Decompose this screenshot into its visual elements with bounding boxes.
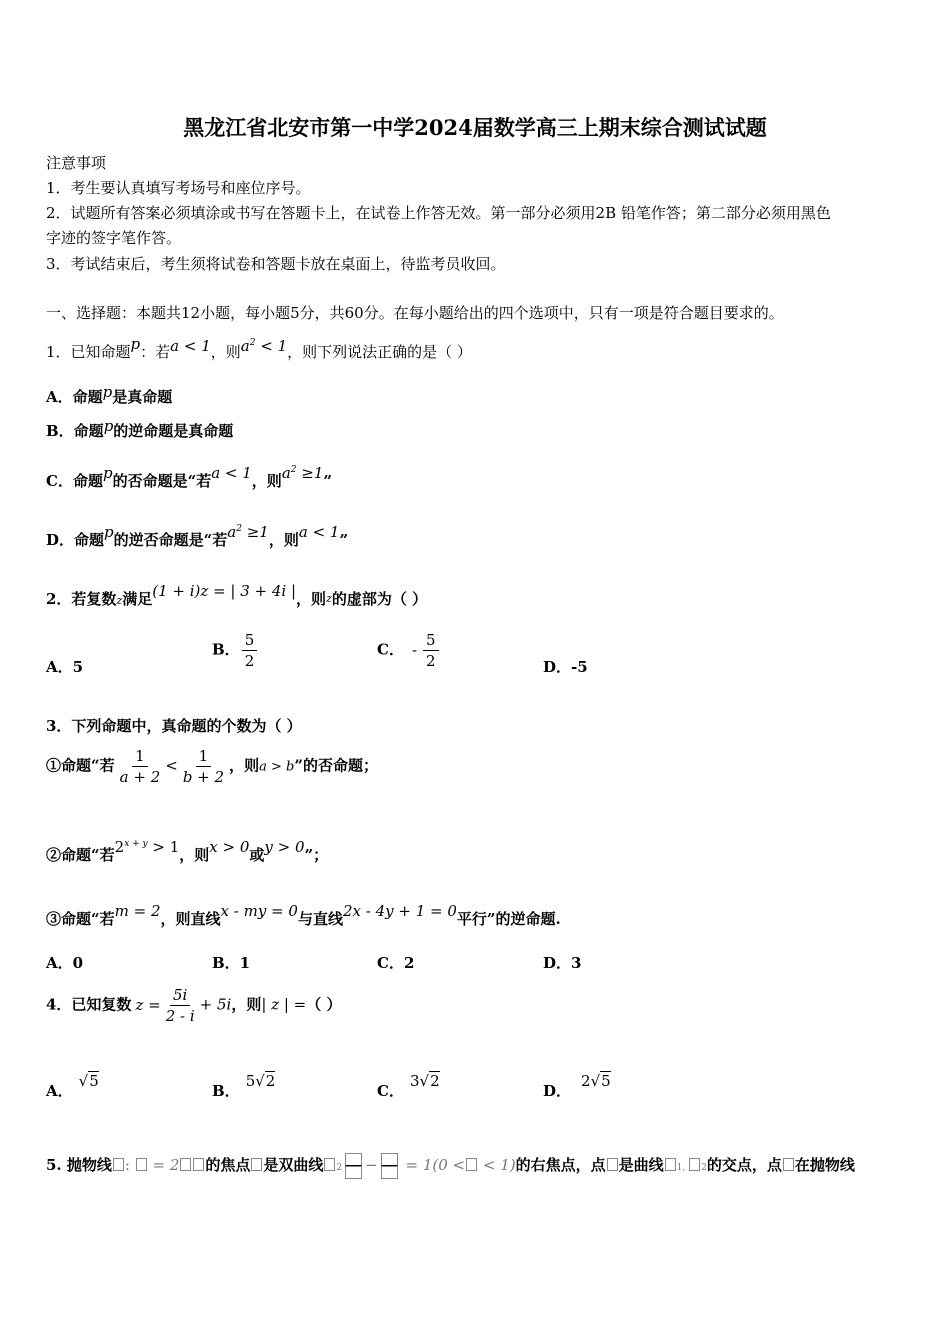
page-title: 黑龙江省北安市第一中学2024届数学高三上期末综合测试试题 (183, 115, 767, 140)
q3-s2-pre: ②命题“若 (46, 846, 115, 864)
sqrt-icon: √ (590, 1072, 601, 1090)
q1-option-a-label: A．命题 (46, 388, 103, 406)
missing-glyph-icon (113, 1158, 124, 1171)
sqrt-icon: √ (255, 1072, 265, 1090)
q2-mid: 满足 (122, 590, 153, 608)
q5-is-hyp: 是双曲线 (263, 1156, 324, 1174)
q3-s2-end: ”； (304, 846, 329, 864)
q2-option-b-label: B． (212, 640, 240, 659)
q2-option-c-sign: - (411, 640, 418, 659)
missing-glyph-icon (607, 1158, 618, 1171)
q3-s1-num1: 1 (132, 746, 148, 767)
q1-option-b-p: p (103, 417, 114, 435)
q4-option-c-val: 2 (430, 1072, 440, 1090)
q4-z-eq: z = (135, 995, 161, 1014)
q4-tail: （ ） (306, 995, 342, 1014)
q2-option-c-num: 5 (423, 630, 439, 651)
q1-option-c-label: C．命题 (46, 472, 103, 490)
question-5: 5. 抛物线 : = 2 的焦点 是双曲线 2 − = 1(0 < < 1)的右焦点，点 是曲线 1, 2的交点，点 在抛物线 (46, 1153, 855, 1179)
q2-stem: 2．若复数 (46, 590, 117, 608)
question-2 (46, 582, 427, 609)
q1-option-a (46, 383, 172, 407)
q1-option-a-tail: 是真命题 (112, 388, 173, 406)
q3-s3-cond: m = 2 (114, 902, 161, 920)
q1-stem: 1．已知命题 (46, 343, 131, 361)
q4-num: 5i (170, 985, 190, 1006)
q4-option-b-label: B． (212, 1082, 240, 1100)
q1-cond1: a < 1 (170, 337, 211, 355)
q5-eq1a: : (124, 1156, 135, 1174)
q5-hyp-sub: 2 (336, 1163, 343, 1173)
q3-s1-den1: a + 2 (119, 768, 161, 786)
q4-option-d-val: 5 (601, 1072, 611, 1090)
q1-option-c (46, 464, 332, 491)
q5-right: 的右焦点，点 (515, 1156, 606, 1174)
q1-option-c-cond1: a < 1 (211, 464, 252, 482)
q1-cond2-exp: 2 (249, 338, 256, 348)
q5-on: 在抛物线 (794, 1156, 855, 1174)
missing-glyph-icon (665, 1158, 676, 1171)
q4-option-a-val: 5 (89, 1072, 99, 1090)
q1-option-d-end: ” (339, 531, 349, 549)
q5-inter: 的交点，点 (706, 1156, 782, 1174)
q3-s1-num2: 1 (196, 746, 212, 767)
q1-option-c-cond2-exp: 2 (290, 465, 297, 475)
q4-plus: + 5i (199, 995, 232, 1014)
missing-glyph-icon (345, 1153, 362, 1166)
q5-hyp-eq2: < 1) (478, 1156, 516, 1174)
q1-option-b-label: B．命题 (46, 422, 104, 440)
q1-option-c-cond2-rest: ≥1 (296, 464, 324, 482)
q1-option-d-cond1-exp: 2 (236, 524, 242, 534)
q3-s3-end: 平行”的逆命题. (456, 910, 561, 928)
sqrt-icon: √ (78, 1072, 89, 1090)
q3-s1-end: ”的否命题； (294, 756, 378, 775)
q4-option-b-coef: 5 (245, 1072, 256, 1090)
q1-option-d-mid: 的逆否命题是“若 (113, 531, 228, 549)
q4-option-c-label: C． (377, 1082, 404, 1100)
q1-option-d-cond2: a < 1 (298, 523, 340, 541)
q1-option-d-p: p (104, 523, 114, 541)
q3-statement-1 (46, 746, 378, 787)
question-3: 3．下列命题中，真命题的个数为（ ） (46, 717, 302, 735)
q2-tail2: 的虚部为（ ） (331, 590, 428, 608)
q3-option-a: A．0 (46, 954, 84, 972)
note-2-cont: 字迹的签字笔作答。 (46, 229, 182, 247)
q3-s2-cond2: y > 0 (264, 838, 305, 856)
q3-s2-exp: x + y (124, 839, 148, 849)
q5-curve-sub: 1, (676, 1163, 689, 1173)
q1-option-c-cond2: a (281, 464, 291, 482)
q4-stem: 4．已知复数 (46, 995, 132, 1014)
q4-option-a-label: A． (46, 1082, 73, 1100)
q4-option-b-val: 2 (265, 1072, 276, 1090)
q3-s2-then: ，则 (179, 846, 210, 864)
q3-s2-cond1: x > 0 (209, 838, 250, 856)
q5-focus: 的焦点 (205, 1156, 251, 1174)
q5-curve-sub2: 2 (701, 1163, 707, 1173)
q5-eq1b: = 2 (147, 1156, 180, 1174)
q1-option-a-p: p (102, 383, 113, 401)
q2-z2: z (326, 592, 332, 605)
q3-option-c: C．2 (377, 954, 415, 972)
note-1: 1．考生要认真填写考场号和座位序号。 (46, 179, 311, 197)
q3-s1-cond: a > b (259, 759, 295, 775)
missing-glyph-icon (466, 1158, 477, 1171)
q3-s2-or: 或 (249, 846, 265, 864)
q1-then: ，则 (210, 343, 241, 361)
q1-option-d-then: ，则 (268, 531, 299, 549)
missing-glyph-icon (381, 1153, 398, 1166)
q4-option-c-coef: 3 (409, 1072, 420, 1090)
q1-cond2-rest: < 1 (255, 337, 288, 355)
note-2: 2．试题所有答案必须填涂或书写在答题卡上，在试卷上作答无效。第一部分必须用2B 铅笔作答；第二部分必须用黑色 (46, 204, 831, 222)
q4-option-d (543, 1072, 611, 1101)
q2-option-b-den: 2 (244, 652, 255, 670)
q4-option-b (212, 1072, 275, 1101)
q1-option-d-cond1: a (227, 523, 237, 541)
q1-colon-if: ：若 (140, 343, 171, 361)
q1-cond2: a (240, 337, 250, 355)
note-3: 3．考试结束后，考生须将试卷和答题卡放在桌面上，待监考员收回。 (46, 255, 506, 273)
q3-s3-mid1: ，则直线 (160, 910, 221, 928)
q2-option-b-num: 5 (242, 630, 258, 651)
missing-glyph-icon (324, 1158, 335, 1171)
q3-option-d: D．3 (543, 954, 582, 972)
q4-option-d-coef: 2 (581, 1072, 591, 1090)
q2-option-d: D．-5 (543, 658, 588, 676)
q3-s3-line2: 2x - 4y + 1 = 0 (342, 902, 457, 920)
missing-glyph-icon (136, 1158, 147, 1171)
q2-option-c-den: 2 (426, 652, 436, 670)
q2-option-b (212, 630, 259, 671)
missing-glyph-icon (180, 1158, 191, 1171)
sqrt-icon: √ (419, 1072, 430, 1090)
q5-is-curve: 是曲线 (618, 1156, 664, 1174)
q5-stem: 5. 抛物线 (46, 1156, 112, 1174)
missing-glyph-icon (251, 1158, 262, 1171)
q1-option-c-end: ” (323, 472, 333, 490)
missing-glyph-icon (689, 1158, 700, 1171)
q4-option-d-label: D． (543, 1082, 572, 1100)
q3-s3-line1: x - my = 0 (220, 902, 298, 920)
q3-statement-2 (46, 838, 328, 865)
q3-s2-rest: > 1 (147, 838, 180, 856)
q1-p: p (130, 335, 141, 353)
q2-z: z (116, 594, 123, 607)
q3-statement-3 (46, 902, 561, 929)
q3-s3-mid2: 与直线 (297, 910, 343, 928)
q2-option-c-label: C． (377, 640, 404, 659)
q3-s1-then: ，则 (229, 756, 260, 775)
q3-s1-lt: < (165, 756, 178, 775)
q1-option-c-then: ，则 (251, 472, 282, 490)
q1-option-c-p: p (102, 464, 113, 482)
q4-den: 2 - i (165, 1007, 195, 1025)
q1-option-d-cond1-rest: ≥1 (241, 523, 269, 541)
notes-heading: 注意事项 (46, 154, 107, 172)
missing-glyph-icon (381, 1166, 398, 1179)
q2-equation: (1 + i)z = | 3 + 4i | (152, 582, 297, 600)
q1-tail: ，则下列说法正确的是（ ） (287, 343, 472, 361)
q4-abs: | z | = (261, 995, 307, 1014)
missing-glyph-icon (193, 1158, 204, 1171)
q5-hyp-eq: = 1(0 < (400, 1156, 466, 1174)
question-4 (46, 985, 341, 1026)
q4-option-c (377, 1072, 440, 1101)
q3-option-b: B．1 (212, 954, 251, 972)
q1-option-b (46, 417, 233, 441)
q2-tail1: ，则 (296, 590, 327, 608)
q2-option-a: A．5 (46, 658, 84, 676)
q1-option-c-mid: 的否命题是“若 (112, 472, 212, 490)
q2-option-c (377, 630, 441, 671)
q1-option-b-tail: 的逆命题是真命题 (113, 422, 234, 440)
q3-s3-pre: ③命题“若 (46, 910, 115, 928)
q3-s1-pre: ①命题“若 (46, 756, 115, 775)
missing-glyph-icon (345, 1166, 362, 1179)
missing-glyph-icon (783, 1158, 794, 1171)
q1-option-d (46, 523, 348, 550)
section-heading: 一、选择题：本题共12小题，每小题5分，共60分。在每小题给出的四个选项中，只有一项是符合题目要求的。 (46, 304, 784, 322)
q4-option-a (46, 1072, 99, 1101)
question-1 (46, 335, 472, 362)
q4-then: ，则 (231, 995, 262, 1014)
q3-s2-base: 2 (114, 838, 125, 856)
q3-s1-den2: b + 2 (182, 768, 225, 786)
q1-option-d-label: D．命题 (46, 531, 105, 549)
